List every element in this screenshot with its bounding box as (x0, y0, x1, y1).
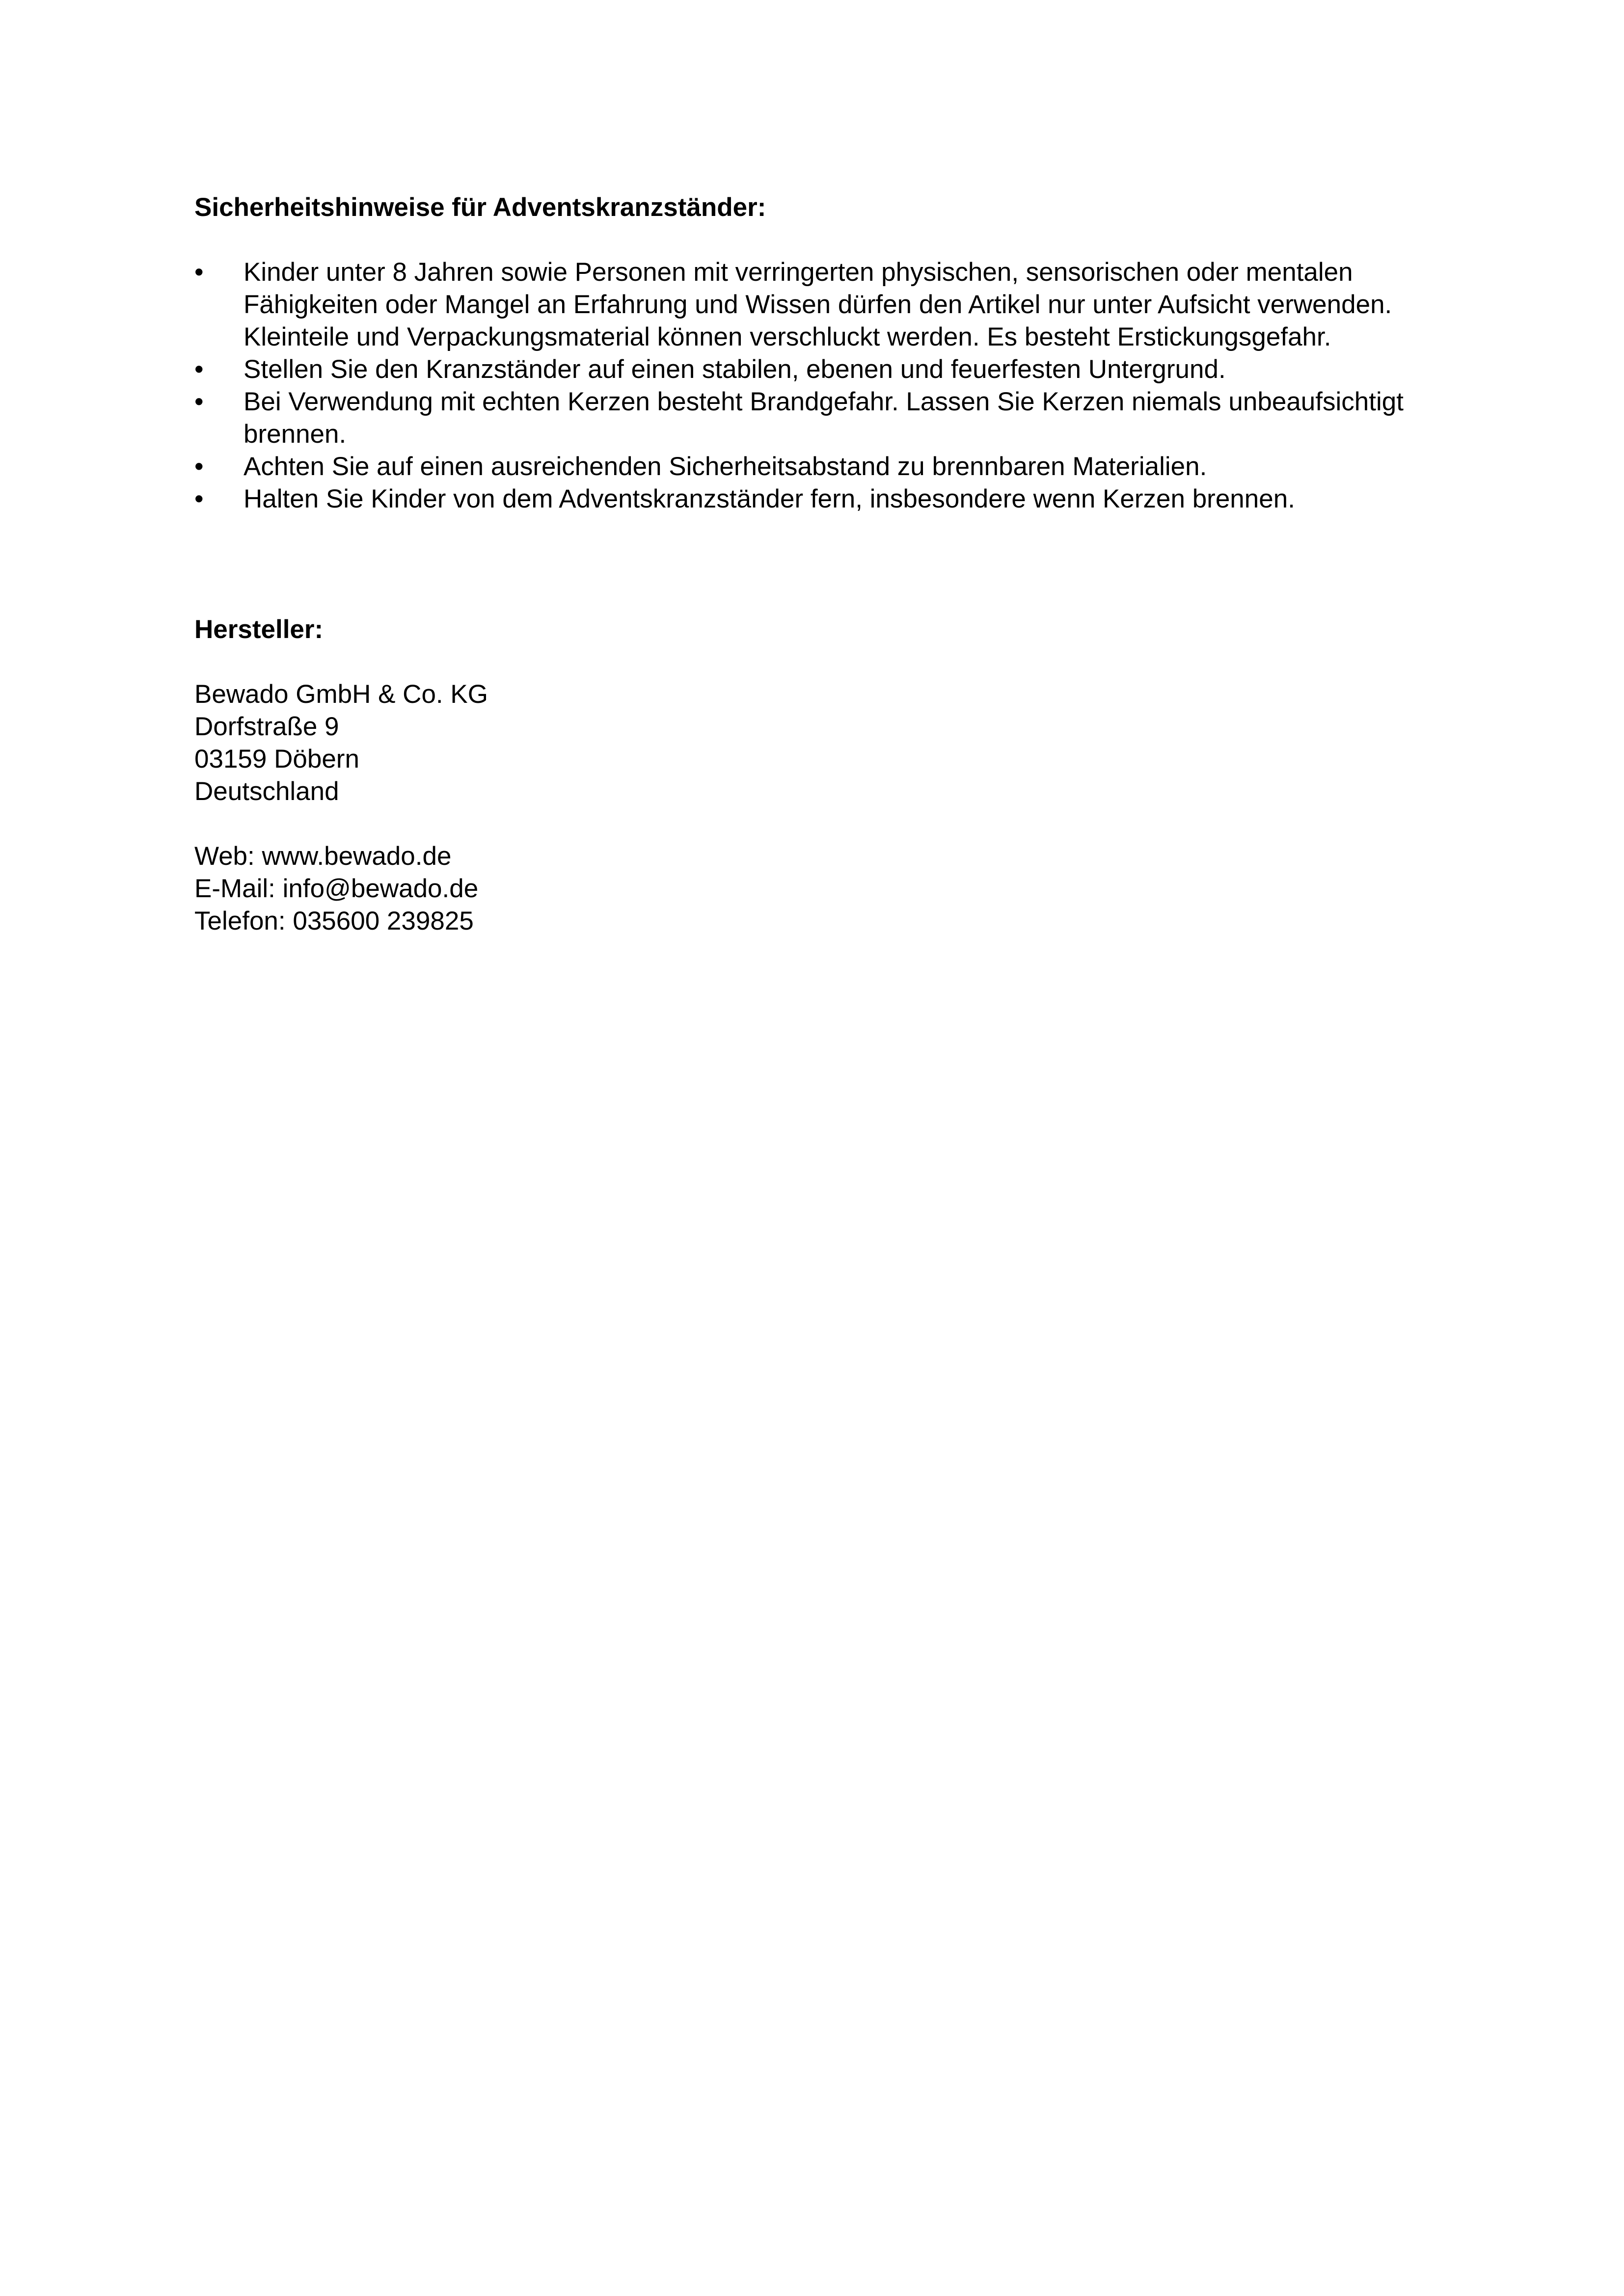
safety-item (194, 483, 1451, 515)
bullet-icon: • (194, 387, 204, 416)
document-page (194, 191, 1451, 937)
manufacturer-contact (194, 840, 1451, 937)
phone: Telefon: 035600 239825 (194, 907, 474, 935)
safety-item-text: Halten Sie Kinder von dem Adventskranzständer fern, insbesondere wenn Kerzen brennen. (244, 484, 1295, 513)
safety-item-text: Kinder unter 8 Jahren sowie Personen mit verringerten physischen, sensorischen oder mentalen Fähigkeiten oder Mangel an Erfahrung und Wissen dürfen den Artikel nur unter Aufsicht verwenden. Kleinteile und Verpackungsmaterial können verschluckt werden. Es besteht Erstickungsgefahr. (244, 258, 1392, 351)
safety-item-text: Achten Sie auf einen ausreichenden Sicherheitsabstand zu brennbaren Materialien. (244, 452, 1207, 481)
safety-item-text: Stellen Sie den Kranzständer auf einen stabilen, ebenen und feuerfesten Untergrund. (244, 355, 1226, 384)
safety-item (194, 451, 1451, 483)
company-name: Bewado GmbH & Co. KG (194, 680, 488, 709)
safety-item (194, 256, 1451, 353)
bullet-icon: • (194, 452, 204, 481)
safety-item (194, 353, 1451, 386)
safety-list (194, 256, 1451, 515)
bullet-icon: • (194, 355, 204, 384)
email: E-Mail: info@bewado.de (194, 874, 479, 903)
bullet-icon: • (194, 258, 204, 287)
postal-city: 03159 Döbern (194, 745, 359, 774)
safety-item (194, 386, 1451, 451)
website: Web: www.bewado.de (194, 842, 452, 871)
country: Deutschland (194, 777, 339, 806)
manufacturer-heading: Hersteller: (194, 615, 324, 644)
safety-item-text: Bei Verwendung mit echten Kerzen besteht Brandgefahr. Lassen Sie Kerzen niemals unbeaufsichtigt brennen. (244, 387, 1404, 449)
street-address: Dorfstraße 9 (194, 712, 339, 741)
safety-heading: Sicherheitshinweise für Adventskranzständer: (194, 193, 766, 222)
bullet-icon: • (194, 484, 204, 513)
manufacturer-address (194, 678, 1451, 808)
